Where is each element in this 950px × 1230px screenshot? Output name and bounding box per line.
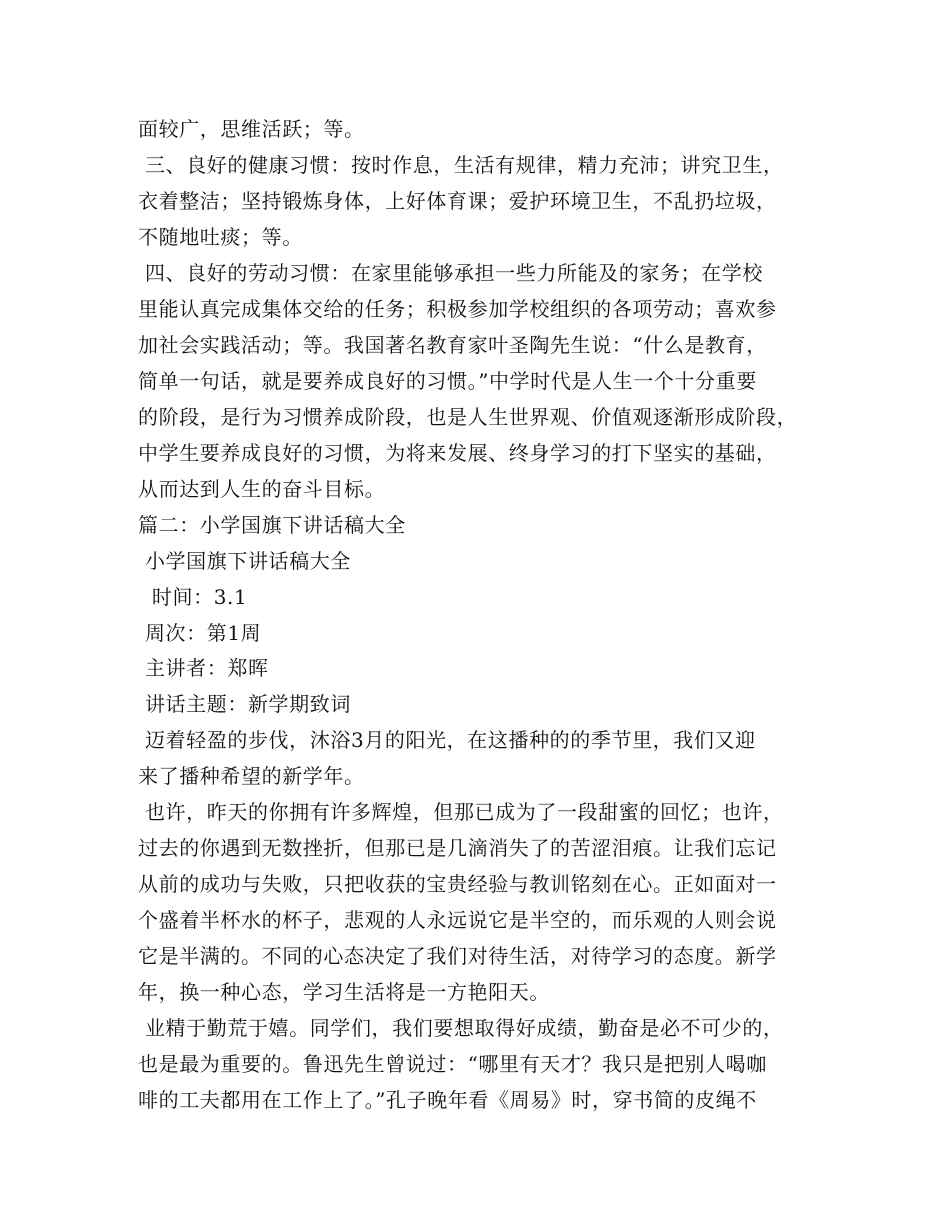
speech-title: 小学国旗下讲话稿大全 bbox=[138, 549, 351, 573]
text-line: 四、良好的劳动习惯：在家里能够承担一些力所能及的家务；在学校 bbox=[138, 261, 763, 285]
text-line: 迈着轻盈的步伐，沐浴3月的阳光，在这播种的的季节里，我们又迎 bbox=[138, 728, 756, 752]
meta-speaker: 主讲者：郑晖 bbox=[138, 656, 269, 680]
text-line: 的阶段，是行为习惯养成阶段，也是人生世界观、价值观逐渐形成阶段， bbox=[138, 405, 798, 429]
text-line: 不随地吐痰；等。 bbox=[138, 225, 303, 249]
section-heading: 篇二：小学国旗下讲话稿大全 bbox=[138, 513, 406, 537]
text-line: 里能认真完成集体交给的任务；积极参加学校组织的各项劳动；喜欢参 bbox=[138, 297, 777, 321]
text-line: 三、良好的健康习惯：按时作息，生活有规律，精力充沛；讲究卫生， bbox=[138, 153, 784, 177]
text-line: 加社会实践活动；等。我国著名教育家叶圣陶先生说：“什么是教育， bbox=[138, 333, 767, 357]
text-line: 也许，昨天的你拥有许多辉煌，但那已成为了一段甜蜜的回忆；也许， bbox=[138, 800, 784, 824]
text-line: 简单一句话，就是要养成良好的习惯。”中学时代是人生一个十分重要 bbox=[138, 369, 757, 393]
meta-week: 周次：第1周 bbox=[138, 621, 262, 645]
meta-time: 时间：3.1 bbox=[138, 585, 248, 609]
text-line: 业精于勤荒于嬉。同学们，我们要想取得好成绩，勤奋是必不可少的， bbox=[138, 1016, 784, 1040]
text-line: 过去的你遇到无数挫折，但那已是几滴消失了的苦涩泪痕。让我们忘记 bbox=[138, 836, 777, 860]
text-line: 来了播种希望的新学年。 bbox=[138, 764, 365, 788]
text-line: 面较广，思维活跃；等。 bbox=[138, 117, 365, 141]
text-line: 中学生要养成良好的习惯，为将来发展、终身学习的打下坚实的基础， bbox=[138, 441, 777, 465]
text-line: 它是半满的。不同的心态决定了我们对待生活，对待学习的态度。新学 bbox=[138, 944, 777, 968]
text-line: 个盛着半杯水的杯子，悲观的人永远说它是半空的，而乐观的人则会说 bbox=[138, 908, 777, 932]
text-line: 啡的工夫都用在工作上了。”孔子晚年看《周易》时，穿书简的皮绳不 bbox=[138, 1088, 757, 1112]
meta-topic: 讲话主题：新学期致词 bbox=[138, 692, 351, 716]
text-line: 年，换一种心态，学习生活将是一方艳阳天。 bbox=[138, 980, 550, 1004]
text-line: 从而达到人生的奋斗目标。 bbox=[138, 477, 386, 501]
text-line: 衣着整洁；坚持锻炼身体，上好体育课；爱护环境卫生，不乱扔垃圾， bbox=[138, 189, 777, 213]
text-line: 从前的成功与失败，只把收获的宝贵经验与教训铭刻在心。正如面对一 bbox=[138, 872, 777, 896]
text-line: 也是最为重要的。鲁迅先生曾说过：“哪里有天才？我只是把别人喝咖 bbox=[138, 1052, 767, 1076]
